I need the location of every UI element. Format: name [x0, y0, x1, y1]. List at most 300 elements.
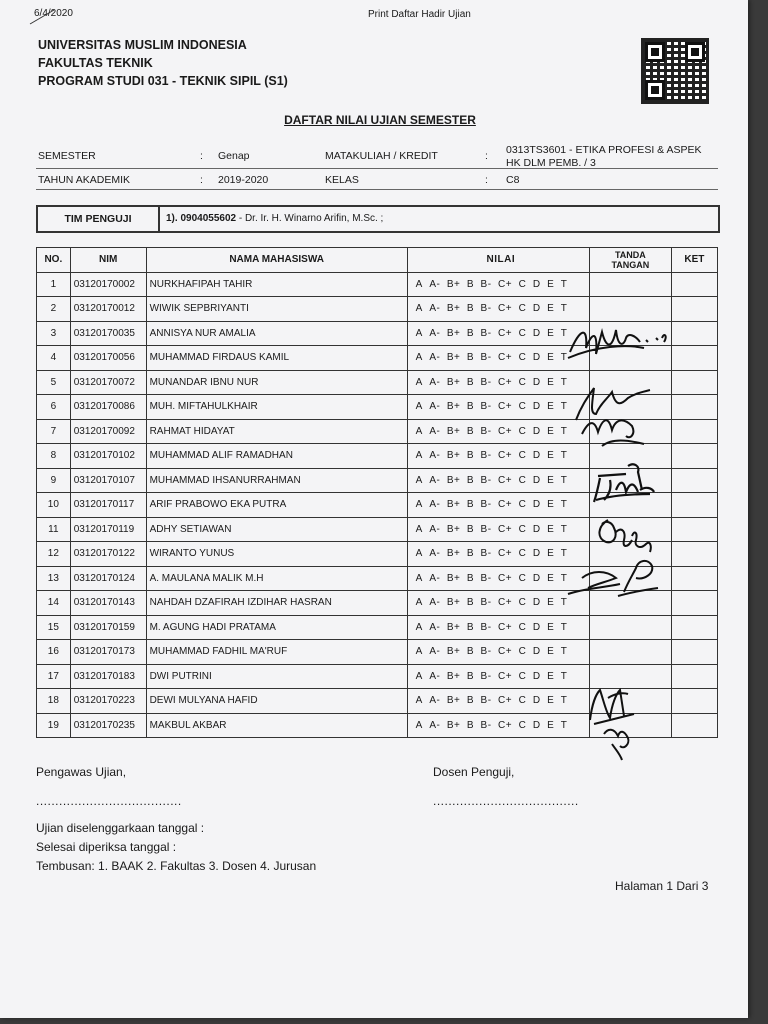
grade-option: D	[532, 278, 541, 290]
grade-option: B	[466, 670, 475, 682]
grade-option: T	[560, 425, 568, 437]
kelas-label: KELAS	[325, 174, 359, 186]
row-grade-options	[407, 517, 589, 542]
grade-option: T	[560, 303, 568, 315]
matakuliah-value-line2: HK DLM PEMB. / 3	[506, 157, 596, 169]
grade-option: T	[560, 572, 568, 584]
grade-option: T	[560, 327, 568, 339]
grade-option: A-	[429, 621, 441, 633]
table-row	[37, 272, 718, 297]
grade-option: E	[547, 621, 555, 633]
row-ket-cell	[671, 640, 717, 665]
grade-option: C	[518, 646, 527, 658]
selesai-date-label: Selesai diperiksa tanggal :	[36, 840, 177, 854]
grade-option: T	[560, 499, 568, 511]
row-student-name: NURKHAFIPAH TAHIR	[146, 272, 407, 297]
grade-option: E	[547, 474, 555, 486]
grade-option: E	[547, 523, 555, 535]
row-ket-cell	[671, 321, 717, 346]
grade-option: A	[415, 376, 423, 388]
grade-option: C+	[498, 646, 513, 658]
grade-option: B+	[446, 425, 461, 437]
grade-option: A-	[429, 450, 441, 462]
grade-option: E	[547, 499, 555, 511]
grade-option: A-	[429, 572, 441, 584]
row-grade-options	[407, 640, 589, 665]
row-student-name: ADHY SETIAWAN	[146, 517, 407, 542]
grade-option: B+	[446, 646, 461, 658]
row-nim: 03120170035	[70, 321, 146, 346]
grade-option: C+	[498, 695, 513, 707]
grade-option: C	[518, 499, 527, 511]
grade-option: B-	[480, 450, 492, 462]
grade-option: B	[466, 695, 475, 707]
grade-option: B+	[446, 572, 461, 584]
header-no: NO.	[37, 248, 71, 273]
row-ket-cell	[671, 468, 717, 493]
grade-option: B+	[446, 401, 461, 413]
grade-option: B+	[446, 278, 461, 290]
row-nim: 03120170092	[70, 419, 146, 444]
grade-option: C	[518, 401, 527, 413]
qr-code	[641, 38, 709, 104]
print-title: Print Daftar Hadir Ujian	[368, 9, 471, 20]
grade-option: D	[532, 670, 541, 682]
row-number: 17	[37, 664, 71, 689]
grade-option: D	[532, 352, 541, 364]
grade-option: D	[532, 474, 541, 486]
row-number: 12	[37, 542, 71, 567]
row-student-name: WIWIK SEPBRIYANTI	[146, 297, 407, 322]
penguji-id: 1). 0904055602	[166, 213, 237, 224]
row-nim: 03120170086	[70, 395, 146, 420]
tim-penguji-value	[166, 207, 383, 231]
row-number: 4	[37, 346, 71, 371]
colon: :	[485, 174, 488, 186]
grade-option: A-	[429, 401, 441, 413]
penguji-name: - Dr. Ir. H. Winarno Arifin, M.Sc. ;	[236, 213, 384, 224]
row-number: 3	[37, 321, 71, 346]
grade-option: T	[560, 597, 568, 609]
grade-option: B	[466, 327, 475, 339]
grade-option: B-	[480, 278, 492, 290]
grade-option: C	[518, 548, 527, 560]
row-grade-options	[407, 468, 589, 493]
grade-option: C+	[498, 621, 513, 633]
grade-option: B-	[480, 621, 492, 633]
grade-option: C	[518, 450, 527, 462]
grade-option: B-	[480, 523, 492, 535]
grade-option: A-	[429, 597, 441, 609]
table-header-row	[37, 248, 718, 273]
grade-option: D	[532, 303, 541, 315]
print-date: 6/4/2020	[34, 8, 73, 19]
grade-option: A	[415, 450, 423, 462]
grade-option: B+	[446, 621, 461, 633]
row-nim: 03120170183	[70, 664, 146, 689]
grade-option: E	[547, 401, 555, 413]
grade-option: D	[532, 719, 541, 731]
grade-option: E	[547, 695, 555, 707]
grade-option: A-	[429, 499, 441, 511]
grade-option: C+	[498, 450, 513, 462]
semester-label: SEMESTER	[38, 150, 96, 162]
page-indicator: Halaman 1 Dari 3	[615, 879, 709, 893]
grade-option: A	[415, 278, 423, 290]
row-nim: 03120170056	[70, 346, 146, 371]
divider	[36, 189, 718, 190]
grade-option: B	[466, 548, 475, 560]
tahun-value: 2019-2020	[218, 174, 269, 186]
grade-option: T	[560, 450, 568, 462]
row-number: 15	[37, 615, 71, 640]
header-nilai: NILAI	[407, 248, 589, 273]
row-nim: 03120170122	[70, 542, 146, 567]
ujian-date-label: Ujian diselenggarkaan tanggal :	[36, 821, 205, 835]
grade-option: C	[518, 719, 527, 731]
grade-option: T	[560, 695, 568, 707]
grade-option: B	[466, 621, 475, 633]
row-student-name: NAHDAH DZAFIRAH IZDIHAR HASRAN	[146, 591, 407, 616]
grade-option: B	[466, 401, 475, 413]
grade-option: A-	[429, 646, 441, 658]
row-student-name: MAKBUL AKBAR	[146, 713, 407, 738]
row-ket-cell	[671, 664, 717, 689]
row-number: 18	[37, 689, 71, 714]
grade-option: B-	[480, 352, 492, 364]
row-signature-cell	[590, 615, 672, 640]
grade-option: C+	[498, 719, 513, 731]
grade-option: C+	[498, 352, 513, 364]
grade-option: D	[532, 376, 541, 388]
grade-option: B-	[480, 670, 492, 682]
row-nim: 03120170159	[70, 615, 146, 640]
grade-option: D	[532, 327, 541, 339]
row-grade-options	[407, 346, 589, 371]
grade-option: B+	[446, 327, 461, 339]
row-number: 1	[37, 272, 71, 297]
row-nim: 03120170173	[70, 640, 146, 665]
grade-option: T	[560, 719, 568, 731]
row-grade-options	[407, 370, 589, 395]
dosen-label: Dosen Penguji,	[433, 765, 515, 779]
grade-option: B	[466, 646, 475, 658]
row-student-name: A. MAULANA MALIK M.H	[146, 566, 407, 591]
row-student-name: WIRANTO YUNUS	[146, 542, 407, 567]
row-number: 19	[37, 713, 71, 738]
grade-option: B+	[446, 474, 461, 486]
row-nim: 03120170072	[70, 370, 146, 395]
row-ket-cell	[671, 419, 717, 444]
grade-option: C+	[498, 327, 513, 339]
grade-option: B	[466, 303, 475, 315]
header-tanda-line1: TANDA	[614, 249, 646, 260]
grade-option: C	[518, 278, 527, 290]
grade-option: C+	[498, 303, 513, 315]
row-number: 13	[37, 566, 71, 591]
grade-option: D	[532, 695, 541, 707]
row-ket-cell	[671, 615, 717, 640]
grade-option: D	[532, 523, 541, 535]
row-grade-options	[407, 297, 589, 322]
grade-option: C	[518, 425, 527, 437]
grade-option: B	[466, 597, 475, 609]
grade-option: B+	[446, 352, 461, 364]
grade-option: C+	[498, 425, 513, 437]
row-nim: 03120170223	[70, 689, 146, 714]
grade-option: A-	[429, 376, 441, 388]
grade-option: A	[415, 548, 423, 560]
row-grade-options	[407, 321, 589, 346]
grade-option: A	[415, 499, 423, 511]
grade-option: B-	[480, 327, 492, 339]
grade-option: T	[560, 621, 568, 633]
row-ket-cell	[671, 370, 717, 395]
grade-option: C	[518, 621, 527, 633]
grade-option: A-	[429, 278, 441, 290]
grade-option: A	[415, 670, 423, 682]
grade-option: E	[547, 719, 555, 731]
grade-option: E	[547, 278, 555, 290]
row-nim: 03120170119	[70, 517, 146, 542]
grade-option: A-	[429, 303, 441, 315]
grade-option: A	[415, 695, 423, 707]
grade-option: T	[560, 401, 568, 413]
grade-option: E	[547, 376, 555, 388]
grade-option: T	[560, 646, 568, 658]
pengawas-label: Pengawas Ujian,	[36, 765, 127, 779]
grade-option: C+	[498, 670, 513, 682]
grade-option: B+	[446, 719, 461, 731]
grade-option: T	[560, 548, 568, 560]
header-tanda-line2: TANGAN	[611, 259, 650, 270]
grade-option: A	[415, 621, 423, 633]
grade-option: A-	[429, 474, 441, 486]
row-student-name: MUHAMMAD ALIF RAMADHAN	[146, 444, 407, 469]
row-ket-cell	[671, 346, 717, 371]
grade-option: C+	[498, 474, 513, 486]
colon: :	[200, 174, 203, 186]
signature-row-3	[566, 318, 676, 368]
row-ket-cell	[671, 517, 717, 542]
row-number: 5	[37, 370, 71, 395]
colon: :	[200, 150, 203, 162]
grade-option: B+	[446, 303, 461, 315]
grade-option: A	[415, 327, 423, 339]
grade-option: C	[518, 597, 527, 609]
grade-option: C+	[498, 548, 513, 560]
grade-option: B	[466, 450, 475, 462]
grade-option: A	[415, 523, 423, 535]
grade-option: B-	[480, 303, 492, 315]
row-number: 7	[37, 419, 71, 444]
grade-option: A	[415, 646, 423, 658]
grade-option: D	[532, 450, 541, 462]
grade-option: B-	[480, 425, 492, 437]
grade-option: E	[547, 597, 555, 609]
grade-option: C	[518, 474, 527, 486]
grade-option: B	[466, 352, 475, 364]
row-ket-cell	[671, 689, 717, 714]
grade-option: B-	[480, 499, 492, 511]
grade-option: B-	[480, 719, 492, 731]
grade-option: A	[415, 572, 423, 584]
grade-option: D	[532, 401, 541, 413]
row-nim: 03120170117	[70, 493, 146, 518]
grade-option: E	[547, 425, 555, 437]
colon: :	[485, 150, 488, 162]
grade-option: D	[532, 425, 541, 437]
grade-option: B-	[480, 597, 492, 609]
grade-option: B	[466, 572, 475, 584]
grade-option: A-	[429, 670, 441, 682]
grade-option: D	[532, 646, 541, 658]
row-grade-options	[407, 689, 589, 714]
row-ket-cell	[671, 297, 717, 322]
university-name: UNIVERSITAS MUSLIM INDONESIA	[38, 38, 247, 52]
row-grade-options	[407, 713, 589, 738]
grade-option: C+	[498, 401, 513, 413]
grade-option: E	[547, 303, 555, 315]
row-nim: 03120170102	[70, 444, 146, 469]
row-nim: 03120170235	[70, 713, 146, 738]
grade-option: T	[560, 376, 568, 388]
grade-option: D	[532, 548, 541, 560]
table-row	[37, 640, 718, 665]
grade-option: A-	[429, 719, 441, 731]
grade-option: E	[547, 548, 555, 560]
grade-option: B-	[480, 548, 492, 560]
row-nim: 03120170012	[70, 297, 146, 322]
grade-option: B+	[446, 376, 461, 388]
row-student-name: ARIF PRABOWO EKA PUTRA	[146, 493, 407, 518]
grade-option: A	[415, 303, 423, 315]
row-student-name: MUNANDAR IBNU NUR	[146, 370, 407, 395]
grade-option: C+	[498, 376, 513, 388]
matakuliah-label: MATAKULIAH / KREDIT	[325, 150, 438, 162]
row-number: 6	[37, 395, 71, 420]
grade-option: A-	[429, 695, 441, 707]
grade-option: C	[518, 695, 527, 707]
grade-option: A	[415, 719, 423, 731]
divider	[36, 168, 718, 169]
grade-option: T	[560, 352, 568, 364]
grade-option: D	[532, 597, 541, 609]
semester-value: Genap	[218, 150, 250, 162]
row-student-name: MUHAMMAD IHSANURRAHMAN	[146, 468, 407, 493]
header-nama: NAMA MAHASISWA	[146, 248, 407, 273]
grade-option: B+	[446, 499, 461, 511]
tim-penguji-label: TIM PENGUJI	[38, 207, 160, 231]
signature-row-6-7	[572, 384, 657, 456]
row-grade-options	[407, 664, 589, 689]
row-student-name: DEWI MULYANA HAFID	[146, 689, 407, 714]
grade-option: C	[518, 303, 527, 315]
row-number: 11	[37, 517, 71, 542]
grade-option: D	[532, 499, 541, 511]
row-grade-options	[407, 272, 589, 297]
grade-option: B-	[480, 646, 492, 658]
grade-option: B+	[446, 450, 461, 462]
faculty-name: FAKULTAS TEKNIK	[38, 56, 153, 70]
grade-option: A	[415, 401, 423, 413]
row-ket-cell	[671, 395, 717, 420]
row-number: 2	[37, 297, 71, 322]
grade-option: C+	[498, 499, 513, 511]
grade-option: C+	[498, 278, 513, 290]
grade-option: A-	[429, 425, 441, 437]
program-name: PROGRAM STUDI 031 - TEKNIK SIPIL (S1)	[38, 74, 288, 88]
row-nim: 03120170124	[70, 566, 146, 591]
row-number: 9	[37, 468, 71, 493]
grade-option: E	[547, 352, 555, 364]
grade-option: C+	[498, 572, 513, 584]
grade-option: B+	[446, 523, 461, 535]
grade-option: B	[466, 719, 475, 731]
row-student-name: MUH. MIFTAHULKHAIR	[146, 395, 407, 420]
row-signature-cell	[590, 640, 672, 665]
grade-option: B+	[446, 695, 461, 707]
signature-row-18-19	[584, 684, 644, 762]
row-number: 14	[37, 591, 71, 616]
row-grade-options	[407, 395, 589, 420]
grade-option: B-	[480, 401, 492, 413]
header-nim: NIM	[70, 248, 146, 273]
table-row	[37, 615, 718, 640]
row-student-name: DWI PUTRINI	[146, 664, 407, 689]
row-grade-options	[407, 444, 589, 469]
grade-option: B-	[480, 376, 492, 388]
grade-option: C+	[498, 597, 513, 609]
grade-option: A-	[429, 352, 441, 364]
grade-option: B	[466, 278, 475, 290]
grade-option: B+	[446, 670, 461, 682]
pengawas-signature-line: ......................................	[36, 794, 182, 808]
row-student-name: RAHMAT HIDAYAT	[146, 419, 407, 444]
grade-option: C	[518, 670, 527, 682]
row-number: 8	[37, 444, 71, 469]
row-grade-options	[407, 419, 589, 444]
row-ket-cell	[671, 542, 717, 567]
grade-option: T	[560, 278, 568, 290]
grade-option: D	[532, 621, 541, 633]
pen-mark	[28, 8, 58, 26]
row-ket-cell	[671, 444, 717, 469]
grade-option: C	[518, 523, 527, 535]
grade-option: C	[518, 376, 527, 388]
grade-option: B	[466, 499, 475, 511]
signature-row-13	[562, 552, 662, 602]
row-ket-cell	[671, 713, 717, 738]
grade-option: E	[547, 327, 555, 339]
grade-option: T	[560, 523, 568, 535]
row-number: 10	[37, 493, 71, 518]
row-number: 16	[37, 640, 71, 665]
tahun-label: TAHUN AKADEMIK	[38, 174, 130, 186]
grade-option: A-	[429, 548, 441, 560]
row-nim: 03120170002	[70, 272, 146, 297]
tembusan: Tembusan: 1. BAAK 2. Fakultas 3. Dosen 4. Jurusan	[36, 859, 317, 873]
grade-option: B-	[480, 572, 492, 584]
signature-row-11	[594, 512, 658, 556]
row-student-name: MUHAMMAD FADHIL MA'RUF	[146, 640, 407, 665]
grade-option: B	[466, 425, 475, 437]
grade-option: E	[547, 450, 555, 462]
grade-option: T	[560, 670, 568, 682]
row-ket-cell	[671, 566, 717, 591]
grade-option: C	[518, 572, 527, 584]
grade-option: E	[547, 646, 555, 658]
